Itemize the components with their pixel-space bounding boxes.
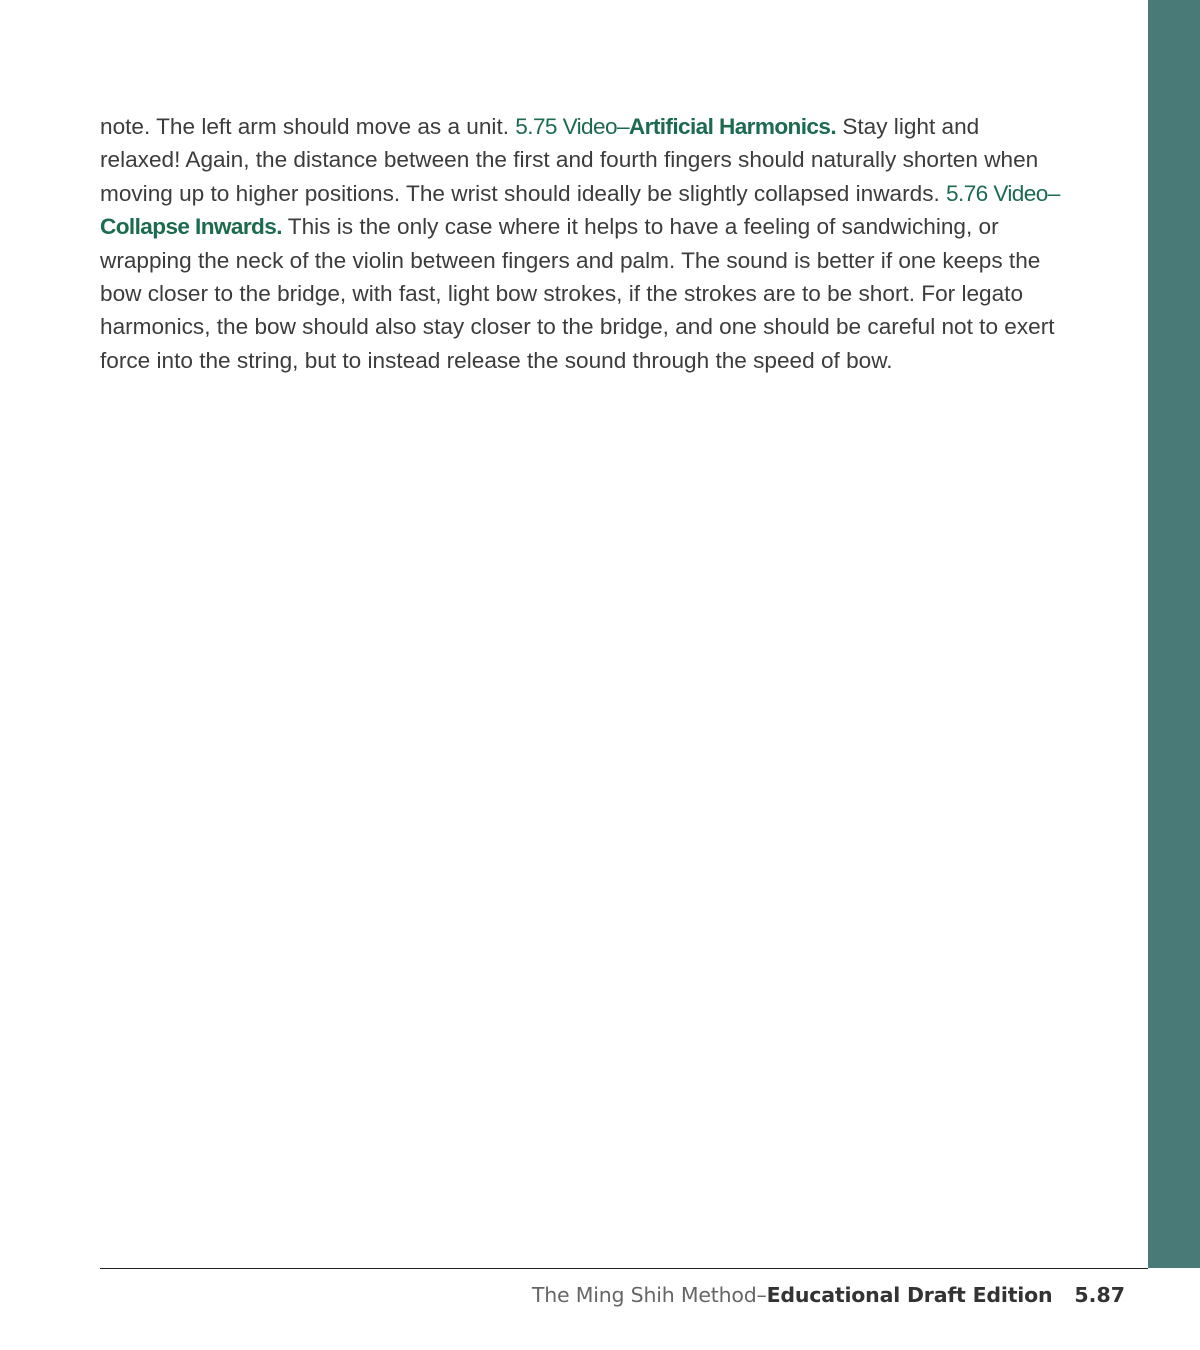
- chapter-side-band: [1148, 0, 1200, 1268]
- page-footer: [532, 1283, 1125, 1307]
- video-link-title: Collapse Inwards.: [100, 214, 282, 240]
- footer-book-title: The Ming Shih Method–: [531, 1283, 767, 1307]
- video-link-prefix: Video–: [993, 180, 1060, 206]
- footer-divider: [100, 1268, 1148, 1269]
- video-link-artificial-harmonics[interactable]: [515, 114, 836, 139]
- paragraph-text-3: This is the only case where it helps to have a feeling of sandwiching, or wrapping the neck of the violin between fingers and palm. The sound is better if one keeps the bow closer to the bridge, with fast, light bow strokes, if the strokes are to be short. For legato harmonics, the bow should also stay closer to the bridge, and one should be careful not to exert force into the string, but to instead release the sound through the speed of bow.: [100, 214, 1055, 373]
- footer-page-number: 5.87: [1074, 1283, 1125, 1307]
- paragraph-text-1: note. The left arm should move as a unit.: [100, 114, 516, 139]
- paragraph-text-2: Stay light and relaxed! Again, the distance between the first and fourth fingers should naturally shorten when moving up to higher positions. The wrist should ideally be slightly collapsed inwards.: [100, 114, 1039, 206]
- video-link-prefix: Video–: [562, 114, 629, 139]
- body-paragraph: [100, 110, 1060, 377]
- video-link-title: Artificial Harmonics.: [628, 114, 837, 139]
- footer-edition: Educational Draft Edition: [766, 1283, 1053, 1307]
- video-link-number: 5.75: [515, 114, 557, 139]
- video-link-number: 5.76: [946, 180, 988, 206]
